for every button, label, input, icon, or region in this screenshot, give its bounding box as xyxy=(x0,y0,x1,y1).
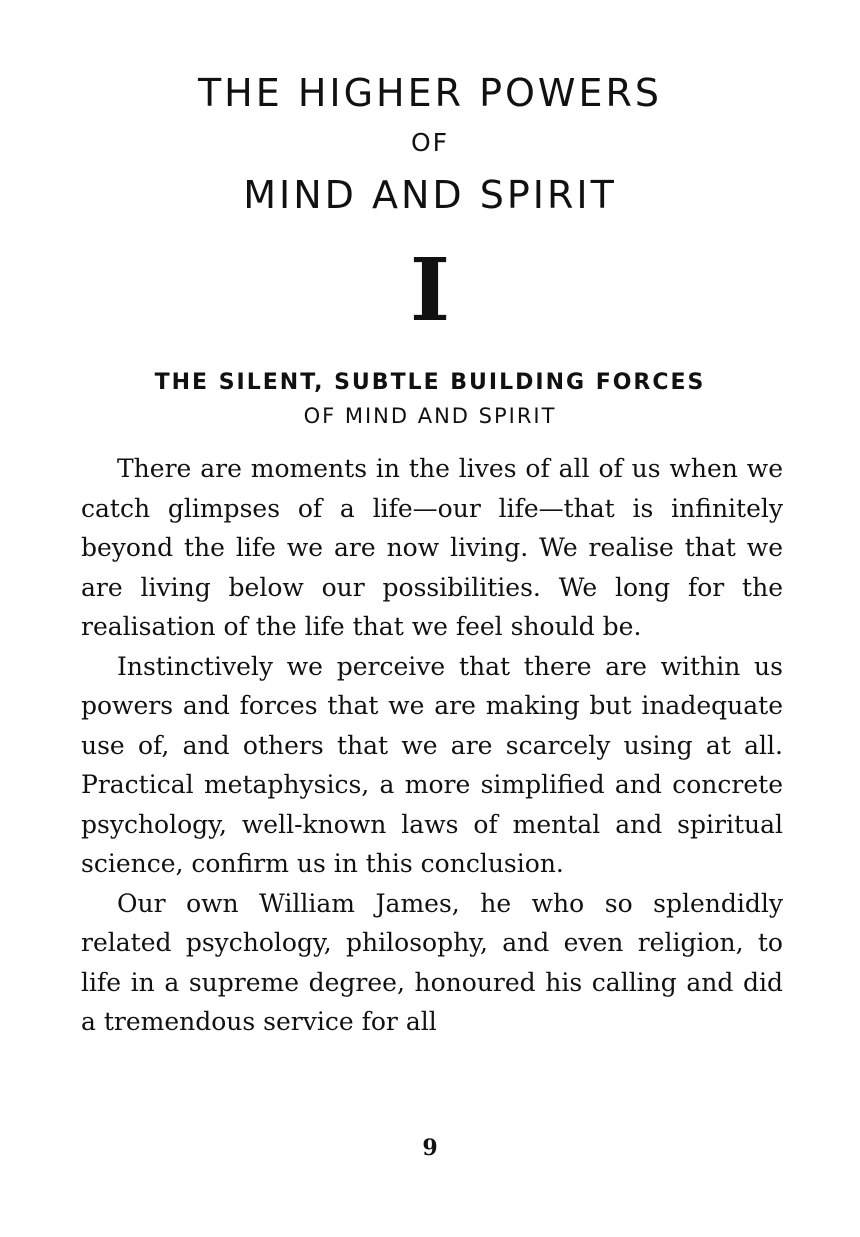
chapter-number: I xyxy=(409,240,451,341)
book-title-line-2: OF xyxy=(410,128,450,157)
book-title-line-1: THE HIGHER POWERS xyxy=(197,71,663,115)
page-number: 9 xyxy=(422,1135,438,1161)
book-title-line-3: MIND AND SPIRIT xyxy=(243,173,617,217)
paragraph: There are moments in the lives of all of us when we catch glimpses of a life—our life—that is infinitely beyond the life we are now living. We realise that we are living below our possibilities. We long for the realisation of the life that we feel should be. xyxy=(81,454,783,641)
chapter-heading-line-1: THE SILENT, SUBTLE BUILDING FORCES xyxy=(154,370,706,395)
paragraph: Our own William James, he who so splendidly related psychology, philosophy, and even religion, to life in a supreme degree, honoured his calling and did a tremendous service for all xyxy=(81,888,783,1036)
chapter-body xyxy=(81,449,783,1042)
paragraph: Instinctively we perceive that there are within us powers and forces that we are making but inadequate use of, and others that we are scarcely using at all. Practical metaphysics, a more simplified and concrete psychology, well-known laws of mental and spiritual science, confirm us in this conclusion. xyxy=(81,651,783,878)
chapter-heading-line-2: OF MIND AND SPIRIT xyxy=(303,404,557,428)
